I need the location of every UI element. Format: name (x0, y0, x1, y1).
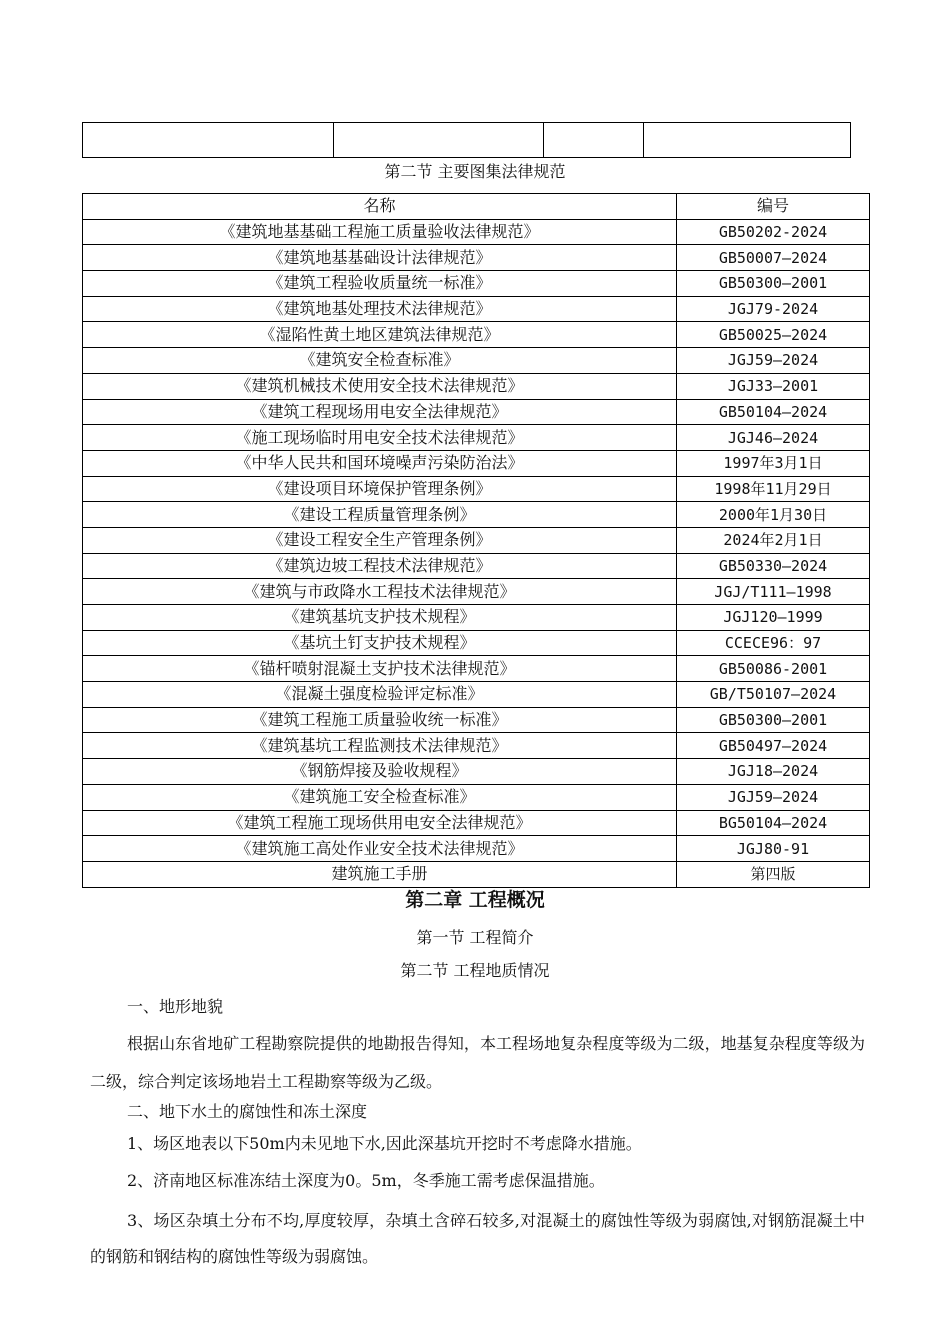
empty-cell (643, 123, 850, 158)
table-header-row (83, 194, 870, 220)
empty-cell (544, 123, 644, 158)
table-row (83, 682, 870, 708)
standard-code-cell: GB50025—2024 (677, 322, 870, 348)
standard-name-cell: 《建筑工程现场用电安全法律规范》 (83, 399, 677, 425)
standard-name-cell: 《建筑工程施工质量验收统一标准》 (83, 707, 677, 733)
table-row (83, 784, 870, 810)
standard-name-cell: 《建筑地基处理技术法律规范》 (83, 296, 677, 322)
list-item-2: 2、济南地区标准冻结土深度为0。5m，冬季施工需考虑保温措施。 (127, 1171, 605, 1190)
standard-code-cell: 第四版 (677, 861, 870, 887)
standard-name-cell: 《湿陷性黄土地区建筑法律规范》 (83, 322, 677, 348)
table-row (83, 707, 870, 733)
standard-name-cell: 《建设工程质量管理条例》 (83, 502, 677, 528)
standard-code-cell: JGJ/T111—1998 (677, 579, 870, 605)
standard-code-cell: JGJ59—2024 (677, 348, 870, 374)
standard-code-cell: 2024年2月1日 (677, 527, 870, 553)
table-row (83, 399, 870, 425)
standard-code-cell: JGJ80-91 (677, 836, 870, 862)
standard-name-cell: 《建筑地基基础工程施工质量验收法律规范》 (83, 219, 677, 245)
standard-name-cell: 《建筑地基基础设计法律规范》 (83, 245, 677, 271)
standards-table (82, 193, 870, 888)
section1-title: 第一节 工程简介 (416, 928, 534, 947)
standard-name-cell: 《建筑施工高处作业安全技术法律规范》 (83, 836, 677, 862)
standard-name-cell: 《中华人民共和国环境噪声污染防治法》 (83, 450, 677, 476)
table-row (83, 553, 870, 579)
standard-name-cell: 《建设工程安全生产管理条例》 (83, 527, 677, 553)
standard-name-cell: 《建筑基坑支护技术规程》 (83, 605, 677, 631)
standard-code-cell: JGJ46—2024 (677, 425, 870, 451)
section-title: 第二节 主要图集法律规范 (384, 162, 566, 181)
heading-groundwater: 二、地下水土的腐蚀性和冻土深度 (127, 1102, 368, 1121)
table-row (83, 502, 870, 528)
standard-code-cell: JGJ33—2001 (677, 373, 870, 399)
standard-name-cell: 《建筑与市政降水工程技术法律规范》 (83, 579, 677, 605)
standard-name-cell: 《建筑边坡工程技术法律规范》 (83, 553, 677, 579)
paragraph-survey: 根据山东省地矿工程勘察院提供的地勘报告得知，本工程场地复杂程度等级为二级，地基复杂程度等级为二级，综合判定该场地岩土工程勘察等级为乙级。 (90, 1034, 865, 1091)
table-row (83, 759, 870, 785)
table-row (83, 245, 870, 271)
empty-cell (334, 123, 544, 158)
standard-code-cell: GB50202-2024 (677, 219, 870, 245)
standard-code-cell: CCECE96：97 (677, 630, 870, 656)
standard-code-cell: JGJ120—1999 (677, 605, 870, 631)
table-row (83, 373, 870, 399)
standard-name-cell: 《建筑基坑工程监测技术法律规范》 (83, 733, 677, 759)
standard-name-cell: 《建设项目环境保护管理条例》 (83, 476, 677, 502)
standard-name-cell: 《建筑安全检查标准》 (83, 348, 677, 374)
standard-name-cell: 《基坑土钉支护技术规程》 (83, 630, 677, 656)
table-row (83, 322, 870, 348)
standard-code-cell: GB50330—2024 (677, 553, 870, 579)
table-row (83, 656, 870, 682)
table-row (83, 348, 870, 374)
table-row (83, 630, 870, 656)
standard-code-cell: 1998年11月29日 (677, 476, 870, 502)
heading-terrain: 一、地形地貌 (127, 997, 224, 1016)
section2-title: 第二节 工程地质情况 (400, 961, 550, 980)
standard-name-cell: 建筑施工手册 (83, 861, 677, 887)
standard-code-cell: JGJ59—2024 (677, 784, 870, 810)
chapter-title: 第二章 工程概况 (405, 889, 545, 911)
standard-name-cell: 《建筑机械技术使用安全技术法律规范》 (83, 373, 677, 399)
table-row (83, 476, 870, 502)
standard-code-cell: JGJ18—2024 (677, 759, 870, 785)
standard-name-cell: 《施工现场临时用电安全技术法律规范》 (83, 425, 677, 451)
table-row (83, 579, 870, 605)
standard-code-cell: GB50104—2024 (677, 399, 870, 425)
standard-code-cell: 1997年3月1日 (677, 450, 870, 476)
standard-name-cell: 《建筑施工安全检查标准》 (83, 784, 677, 810)
table-row (83, 450, 870, 476)
empty-cell (83, 123, 334, 158)
table-row (83, 605, 870, 631)
table-row (83, 861, 870, 887)
standard-code-cell: GB50300—2001 (677, 707, 870, 733)
standard-code-cell: 2000年1月30日 (677, 502, 870, 528)
empty-table-row (82, 122, 851, 158)
header-code: 编号 (677, 194, 870, 220)
header-name: 名称 (83, 194, 677, 220)
table-row (83, 425, 870, 451)
list-item-3: 3、场区杂填土分布不均,厚度较厚，杂填土含碎石较多,对混凝土的腐蚀性等级为弱腐蚀,对钢筋混凝土中的钢筋和钢结构的腐蚀性等级为弱腐蚀。 (90, 1211, 865, 1266)
standard-code-cell: JGJ79-2024 (677, 296, 870, 322)
table-row (83, 271, 870, 297)
standard-code-cell: BG50104—2024 (677, 810, 870, 836)
standard-name-cell: 《混凝土强度检验评定标准》 (83, 682, 677, 708)
table-row (83, 219, 870, 245)
table-row (83, 810, 870, 836)
table-row (83, 733, 870, 759)
table-row (83, 527, 870, 553)
standard-code-cell: GB50086-2001 (677, 656, 870, 682)
standard-code-cell: GB50300—2001 (677, 271, 870, 297)
list-item-1: 1、场区地表以下50m内未见地下水,因此深基坑开挖时不考虑降水措施。 (127, 1134, 642, 1153)
standard-name-cell: 《建筑工程施工现场供用电安全法律规范》 (83, 810, 677, 836)
standard-code-cell: GB50497—2024 (677, 733, 870, 759)
standard-code-cell: GB50007—2024 (677, 245, 870, 271)
standard-name-cell: 《钢筋焊接及验收规程》 (83, 759, 677, 785)
standard-name-cell: 《建筑工程验收质量统一标准》 (83, 271, 677, 297)
table-row (83, 296, 870, 322)
standard-code-cell: GB/T50107—2024 (677, 682, 870, 708)
table-row (83, 836, 870, 862)
standard-name-cell: 《锚杆喷射混凝土支护技术法律规范》 (83, 656, 677, 682)
